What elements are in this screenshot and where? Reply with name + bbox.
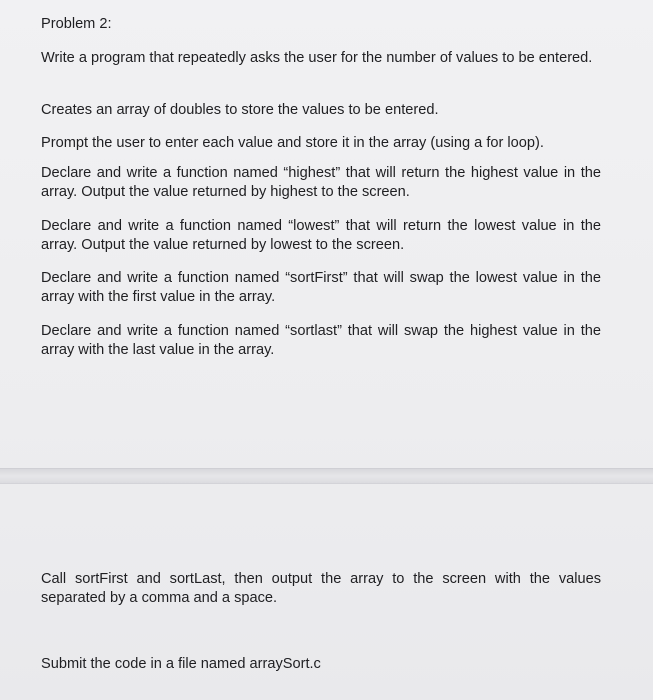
instruction-paragraph: Write a program that repeatedly asks the user for the number of values to be entered.: [41, 50, 593, 66]
instruction-paragraph: Declare and write a function named “highest” that will return the highest value in the array. Output the value returned by highest to the screen.: [41, 165, 601, 200]
problem-title: Problem 2:: [41, 16, 112, 32]
instruction-paragraph: Declare and write a function named “sortlast” that will swap the highest value in the array with the last value in the array.: [41, 323, 601, 358]
instruction-paragraph: Creates an array of doubles to store the values to be entered.: [41, 102, 439, 118]
submission-instruction: Submit the code in a file named arraySort.c: [41, 656, 321, 672]
instruction-paragraph: Declare and write a function named “lowest” that will return the lowest value in the array. Output the value returned by lowest to the screen.: [41, 218, 601, 253]
instruction-paragraph: Call sortFirst and sortLast, then output the array to the screen with the values separated by a comma and a space.: [41, 571, 601, 606]
page-break-divider: [0, 468, 653, 484]
instruction-paragraph: Prompt the user to enter each value and store it in the array (using a for loop).: [41, 135, 544, 151]
instruction-paragraph: Declare and write a function named “sortFirst” that will swap the lowest value in the array with the first value in the array.: [41, 270, 601, 305]
